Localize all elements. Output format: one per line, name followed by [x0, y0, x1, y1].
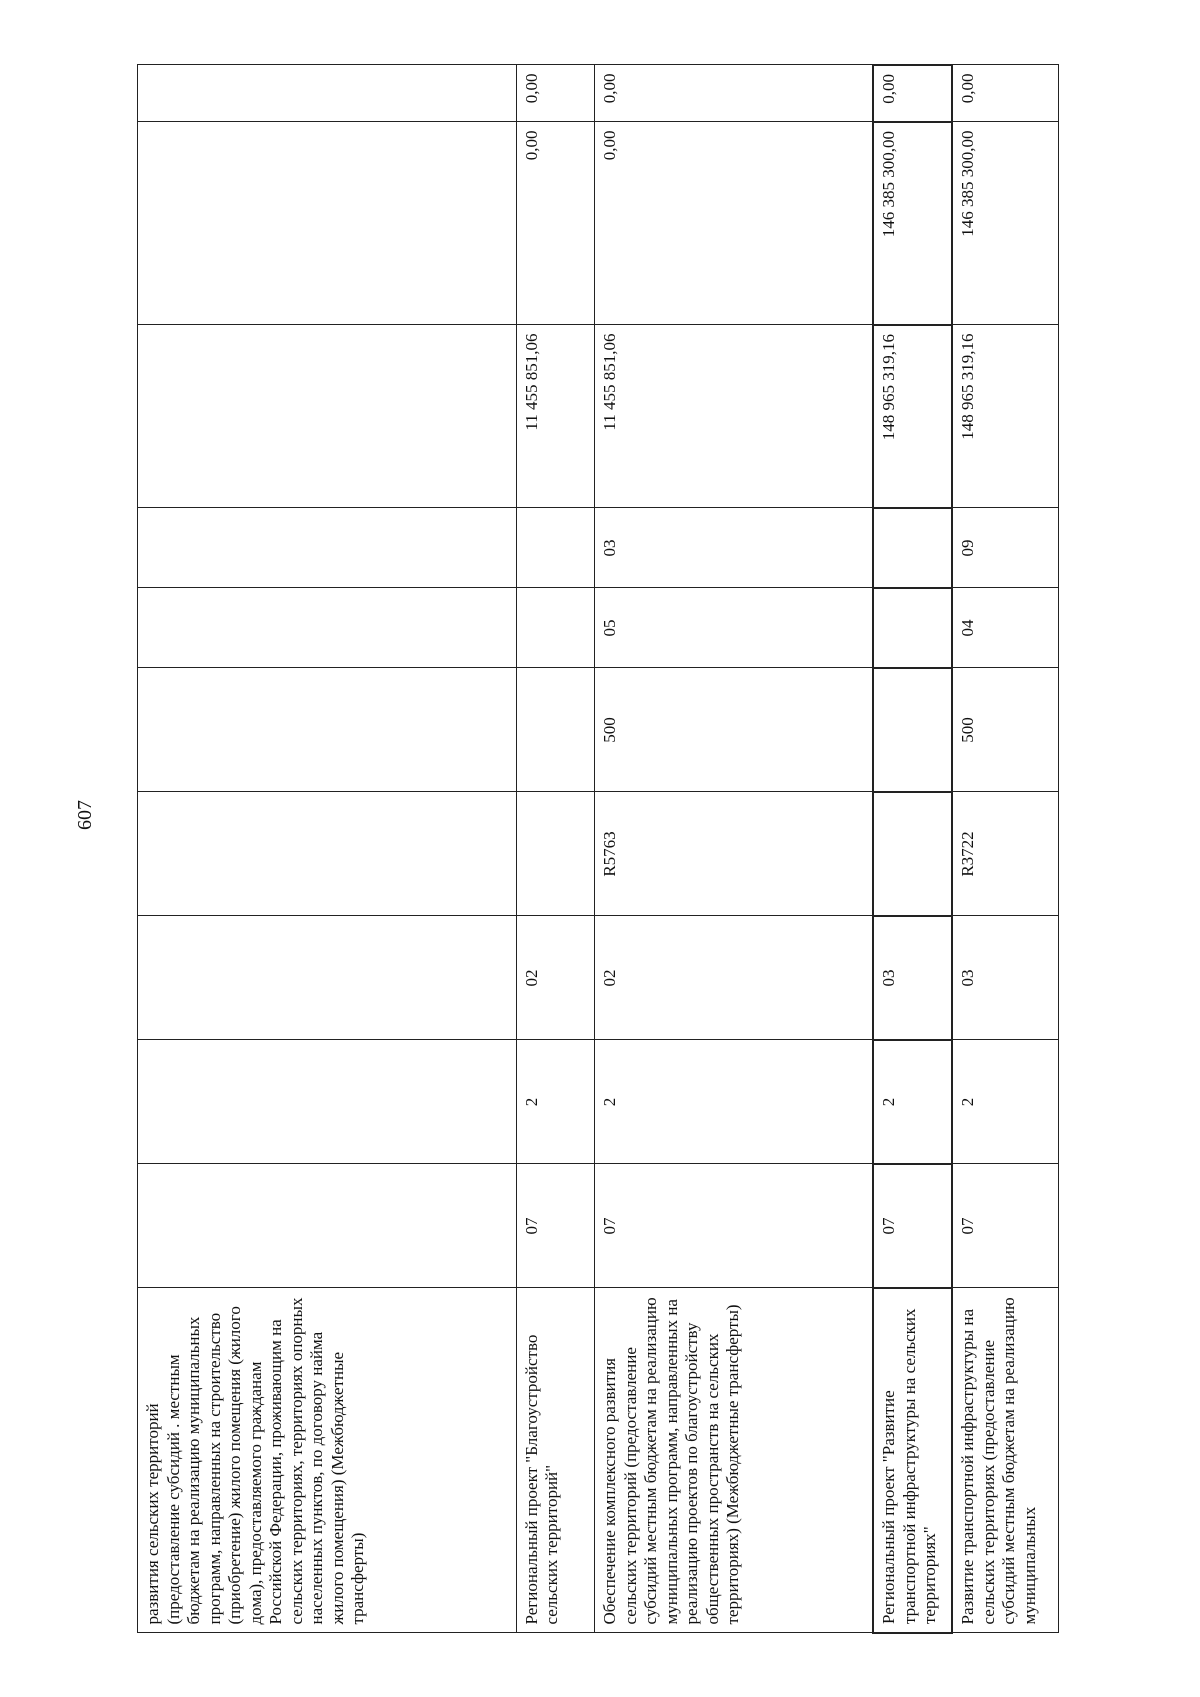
cell-amount-2: 146 385 300,00: [952, 122, 1058, 325]
cell-amount-1: 11 455 851,06: [595, 325, 874, 508]
cell-amount-2: 0,00: [516, 122, 594, 325]
cell-subprogram: 2: [952, 1040, 1058, 1164]
cell-amount-3: [138, 65, 517, 122]
table-row: [952, 65, 1058, 1633]
rotated-table-container: [137, 66, 1059, 1634]
cell-amount-2: 146 385 300,00: [873, 122, 952, 325]
cell-amount-2: 0,00: [595, 122, 874, 325]
row-name: Обеспечение комплексного развития сельских территорий (предоставление субсидий местным бюджетам на реализацию муниципальных программ, направленных на реализацию проектов по благоустройству общественных пространств на сельских территориях) (Межбюджетные трансферты): [595, 1288, 874, 1633]
cell-expense-type: [873, 668, 952, 792]
cell-subsection: 03: [595, 508, 874, 588]
table-row: [138, 65, 517, 1633]
cell-direction: R3722: [952, 792, 1058, 916]
cell-expense-type: [516, 668, 594, 792]
cell-project: 02: [595, 916, 874, 1040]
cell-amount-3: 0,00: [952, 65, 1058, 122]
cell-subsection: [516, 508, 594, 588]
row-name: Развитие транспортной инфраструктуры на сельских территориях (предоставление субсидий местным бюджетам на реализацию муниципальных: [952, 1288, 1058, 1633]
cell-amount-1: 148 965 319,16: [952, 325, 1058, 508]
cell-project: 03: [873, 916, 952, 1040]
cell-section: [138, 588, 517, 668]
cell-expense-type: 500: [952, 668, 1058, 792]
row-name: развития сельских территорий (предоставление субсидий . местным бюджетам на реализацию муниципальных программ, направленных на строительство (приобретение) жилого помещения (жилого дома), предоставляемого гражданам Российской Федерации, проживающим на сельских территориях, территориях опорных населенных пунктов, по договору найма жилого помещения) (Межбюджетные трансферты): [138, 1288, 517, 1633]
cell-direction: [138, 792, 517, 916]
cell-subprogram: 2: [516, 1040, 594, 1164]
cell-amount-1: 148 965 319,16: [873, 325, 952, 508]
cell-section: 04: [952, 588, 1058, 668]
cell-subprogram: 2: [873, 1040, 952, 1164]
cell-subprogram: [138, 1040, 517, 1164]
cell-program: 07: [952, 1164, 1058, 1288]
cell-expense-type: [138, 668, 517, 792]
cell-direction: R5763: [595, 792, 874, 916]
budget-table: [137, 64, 1059, 1634]
table-row: [873, 65, 952, 1633]
table-row: [516, 65, 594, 1633]
cell-section: [873, 588, 952, 668]
page-number: 607: [74, 800, 96, 830]
cell-amount-1: 11 455 851,06: [516, 325, 594, 508]
cell-amount-3: 0,00: [516, 65, 594, 122]
cell-amount-1: [138, 325, 517, 508]
cell-amount-3: 0,00: [595, 65, 874, 122]
cell-program: 07: [873, 1164, 952, 1288]
cell-program: 07: [595, 1164, 874, 1288]
cell-subsection: [873, 508, 952, 588]
cell-expense-type: 500: [595, 668, 874, 792]
row-name: Региональный проект "Развитие транспортной инфраструктуры на сельских территориях": [873, 1288, 952, 1633]
cell-amount-3: 0,00: [873, 65, 952, 122]
cell-direction: [516, 792, 594, 916]
cell-subsection: 09: [952, 508, 1058, 588]
cell-project: 03: [952, 916, 1058, 1040]
cell-program: [138, 1164, 517, 1288]
cell-amount-2: [138, 122, 517, 325]
cell-section: 05: [595, 588, 874, 668]
cell-section: [516, 588, 594, 668]
cell-program: 07: [516, 1164, 594, 1288]
cell-direction: [873, 792, 952, 916]
cell-project: 02: [516, 916, 594, 1040]
cell-subprogram: 2: [595, 1040, 874, 1164]
row-name: Региональный проект "Благоустройство сельских территорий": [516, 1288, 594, 1633]
cell-subsection: [138, 508, 517, 588]
cell-project: [138, 916, 517, 1040]
table-row: [595, 65, 874, 1633]
